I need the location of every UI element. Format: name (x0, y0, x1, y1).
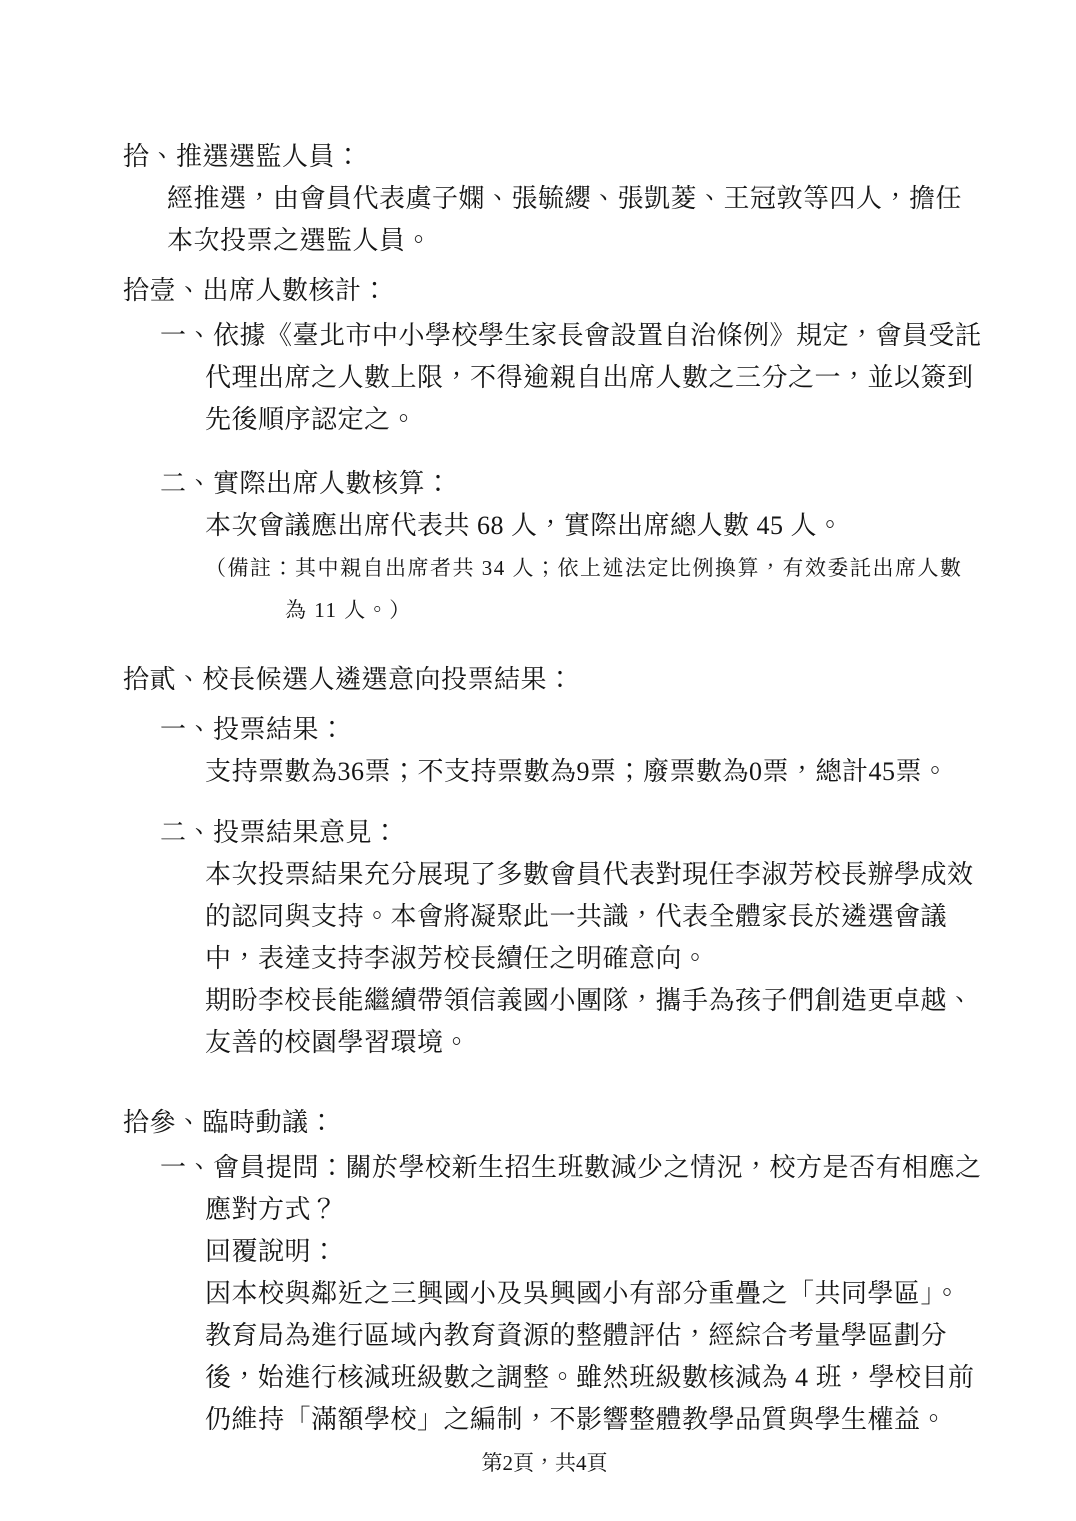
list-item-1 (123, 709, 966, 793)
paragraph-line: 期盼李校長能繼續帶領信義國小團隊，攜手為孩子們創造更卓越、 (205, 986, 974, 1015)
note-line: 為 11 人。） (285, 598, 412, 622)
section-10 (123, 136, 966, 262)
section-heading: 拾參、臨時動議： (123, 1108, 336, 1137)
list-item-first-line (160, 1147, 982, 1189)
list-item-2 (123, 463, 966, 631)
section-13 (123, 1102, 982, 1441)
list-item-heading: 實際出席人數核算： (213, 469, 452, 498)
paragraph-line: 本次投票之選監人員。 (167, 226, 433, 255)
section-heading: 拾貳、校長候選人遴選意向投票結果： (123, 665, 574, 694)
paragraph-line: 教育局為進行區域內教育資源的整體評估，經綜合考量學區劃分 (205, 1321, 948, 1350)
list-item-first-line (160, 315, 982, 357)
paragraph-line: 先後順序認定之。 (205, 405, 418, 434)
list-item-text: 依據《臺北市中小學校學生家長會設置自治條例》規定，會員受託 (213, 321, 982, 350)
list-item-1 (123, 1147, 982, 1441)
list-item-first-line (160, 709, 966, 751)
paragraph-line: 經推選，由會員代表虞子嫻、張毓纓、張凱菱、王冠敦等四人，擔任 (167, 184, 963, 213)
page-number: 第2頁，共4頁 (481, 1451, 608, 1475)
paragraph-line: 友善的校園學習環境。 (205, 1028, 471, 1057)
list-item-label: 一、 (160, 1153, 214, 1182)
list-item-1 (123, 315, 982, 441)
list-item-text: 會員提問：關於學校新生招生班數減少之情況，校方是否有相應之 (213, 1153, 982, 1182)
paragraph-line: 因本校與鄰近之三興國小及吳興國小有部分重疊之「共同學區」。 (205, 1279, 961, 1308)
paragraph-line: 支持票數為36票；不支持票數為9票；廢票數為0票，總計45票。 (205, 757, 949, 786)
list-item-label: 二、 (160, 818, 214, 847)
note-line: （備註：其中親自出席者共 34 人；依上述法定比例換算，有效委託出席人數 (205, 556, 963, 580)
list-item-heading: 投票結果意見： (213, 818, 399, 847)
section-11 (123, 270, 982, 631)
list-item-first-line (160, 463, 966, 505)
list-item-label: 二、 (160, 469, 214, 498)
paragraph-line: 回覆說明： (205, 1237, 338, 1266)
paragraph-line: 中，表達支持李淑芳校長續任之明確意向。 (205, 944, 709, 973)
list-item-heading: 投票結果： (213, 715, 346, 744)
list-item-2 (123, 812, 974, 1064)
paragraph-line: 後，始進行核減班級數之調整。雖然班級數核減為 4 班，學校目前 (205, 1363, 975, 1392)
section-heading: 拾壹、出席人數核計： (123, 276, 389, 305)
paragraph-line: 本次會議應出席代表共 68 人，實際出席總人數 45 人。 (205, 511, 844, 540)
paragraph-line: 仍維持「滿額學校」之編制，不影響整體教學品質與學生權益。 (205, 1405, 948, 1434)
list-item-label: 一、 (160, 715, 214, 744)
paragraph-line: 本次投票結果充分展現了多數會員代表對現任李淑芳校長辦學成效 (205, 860, 974, 889)
paragraph-line: 代理出席之人數上限，不得逾親自出席人數之三分之一，並以簽到 (205, 363, 974, 392)
list-item-first-line (160, 812, 966, 854)
paragraph-line: 應對方式？ (205, 1195, 338, 1224)
paragraph-line: 的認同與支持。本會將凝聚此一共識，代表全體家長於遴選會議 (205, 902, 948, 931)
list-item-label: 一、 (160, 321, 214, 350)
section-heading: 拾、推選選監人員： (123, 142, 362, 171)
section-12 (123, 659, 974, 1064)
